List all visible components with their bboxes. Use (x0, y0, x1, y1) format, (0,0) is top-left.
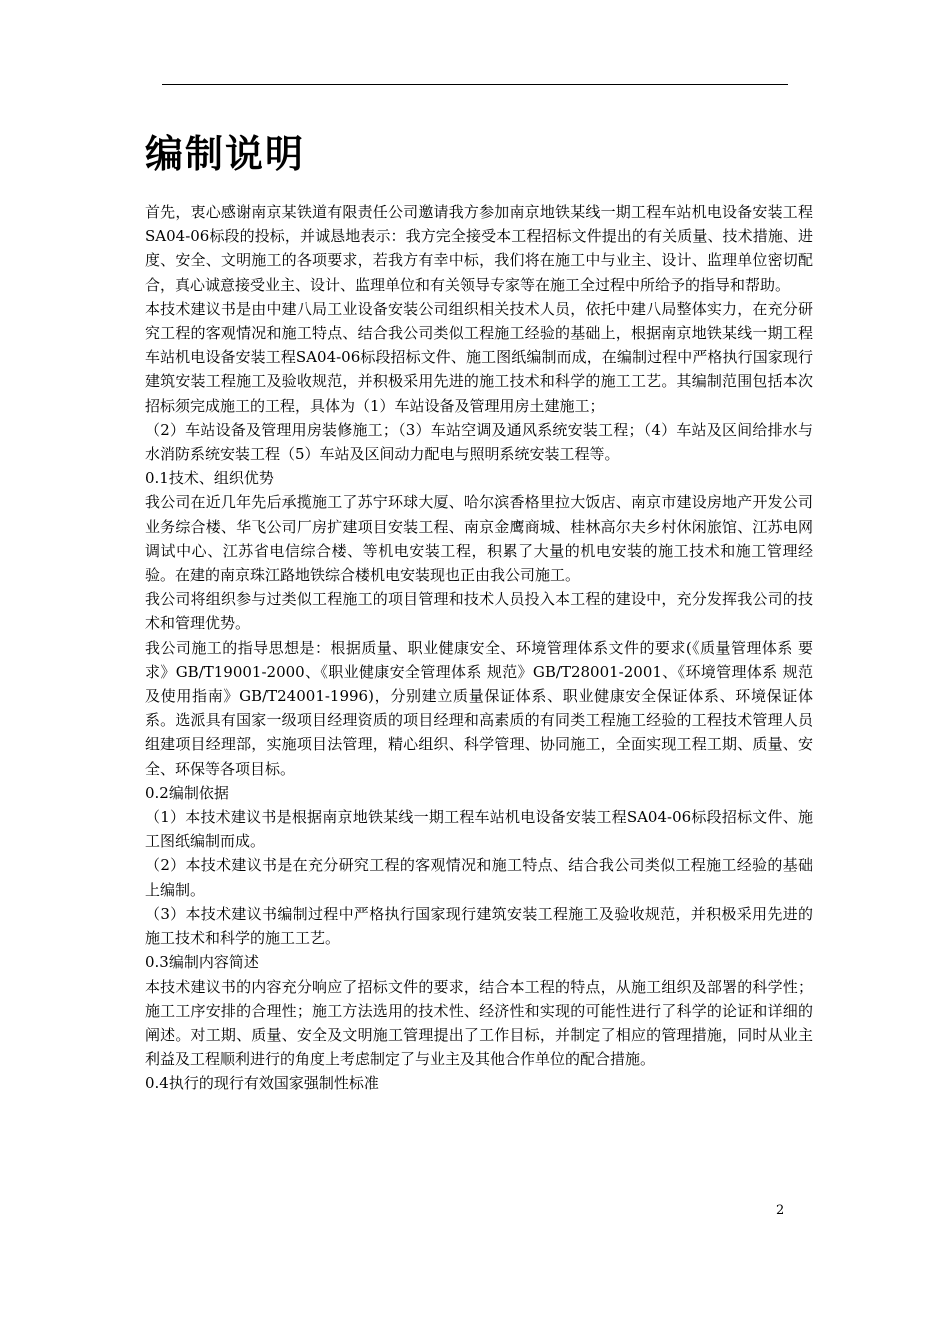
page-title: 编制说明 (145, 131, 306, 176)
paragraph-content-summary: 本技术建议书的内容充分响应了招标文件的要求，结合本工程的特点，从施工组织及部署的科学性；施工工序安排的合理性；施工方法选用的技术性、经济性和实现的可能性进行了科学的论证和详细的阐述。对工期、质量、安全及文明施工管理提出了工作目标，并制定了相应的管理措施，同时从业主利益及工程顺利进行的角度上考虑制定了与业主及其他合作单位的配合措施。 (145, 977, 813, 1069)
paragraph-intro: 首先，衷心感谢南京某铁道有限责任公司邀请我方参加南京地铁某线一期工程车站机电设备安装工程SA04-06标段的投标，并诚恳地表示：我方完全接受本工程招标文件提出的有关质量、技术措施、进度、安全、文明施工的各项要求，若我方有幸中标，我们将在施工中与业主、设计、监理单位密切配合，真心诚意接受业主、设计、监理单位和有关领导专家等在施工全过程中所给予的指导和帮助。 (145, 203, 813, 294)
section-heading-0-3: 0.3编制内容简述 (145, 953, 259, 972)
paragraph-basis-1: （1）本技术建议书是根据南京地铁某线一期工程车站机电设备安装工程SA04-06标段招标文件、施工图纸编制而成。 (145, 808, 813, 851)
paragraph-scope: （2）车站设备及管理用房装修施工；（3）车站空调及通风系统安装工程；（4）车站及区间给排水与水消防系统安装工程（5）车站及区间动力配电与照明系统安装工程等。 (145, 420, 813, 464)
header-rule (162, 84, 788, 85)
page-number: 2 (776, 1203, 785, 1218)
section-heading-0-4: 0.4执行的现行有效国家强制性标准 (145, 1074, 379, 1093)
paragraph-basis-3: （3）本技术建议书编制过程中严格执行国家现行建筑安装工程施工及验收规范，并积极采用先进的施工技术和科学的施工工艺。 (145, 904, 813, 948)
paragraph-experience: 我公司在近几年先后承揽施工了苏宁环球大厦、哈尔滨香格里拉大饭店、南京市建设房地产开发公司业务综合楼、华飞公司厂房扩建项目安装工程、南京金鹰商城、桂林高尔夫乡村休闲旅馆、江苏电网调试中心、江苏省电信综合楼、等机电安装工程，积累了大量的机电安装的施工技术和施工管理经验。在建的南京珠江路地铁综合楼机电安装现也正由我公司施工。 (145, 493, 813, 585)
section-heading-0-1: 0.1技术、组织优势 (145, 469, 274, 488)
paragraph-overview: 本技术建议书是由中建八局工业设备安装公司组织相关技术人员，依托中建八局整体实力，在充分研究工程的客观情况和施工特点、结合我公司类似工程施工经验的基础上，根据南京地铁某线一期工程车站机电设备安装工程SA04-06标段招标文件、施工图纸编制而成，在编制过程中严格执行国家现行建筑安装工程施工及验收规范，并积极采用先进的施工技术和科学的施工工艺。其编制范围包括本次招标须完成施工的工程，具体为（1）车站设备及管理用房土建施工； (145, 299, 813, 415)
paragraph-guiding-principle: 我公司施工的指导思想是：根据质量、职业健康安全、环境管理体系文件的要求(《质量管理体系 要求》GB/T19001-2000、《职业健康安全管理体系 规范》GB/T28001-2001、《环境管理体系 规范及使用指南》GB/T24001-1996)，分别建立质量保证体系、职业健康安全保证体系、环境保证体系。选派具有国家一级项目经理资质的项目经理和高素质的有同类工程施工经验的工程技术管理人员组建项目经理部，实施项目法管理，精心组织、科学管理、协同施工，全面实现工程工期、质量、安全、环保等各项目标。 (145, 638, 813, 778)
paragraph-basis-2: （2）本技术建议书是在充分研究工程的客观情况和施工特点、结合我公司类似工程施工经验的基础上编制。 (145, 856, 813, 899)
paragraph-staffing: 我公司将组织参与过类似工程施工的项目管理和技术人员投入本工程的建设中，充分发挥我公司的技术和管理优势。 (145, 590, 813, 633)
document-body (145, 200, 813, 1096)
section-heading-0-2: 0.2编制依据 (145, 783, 229, 802)
